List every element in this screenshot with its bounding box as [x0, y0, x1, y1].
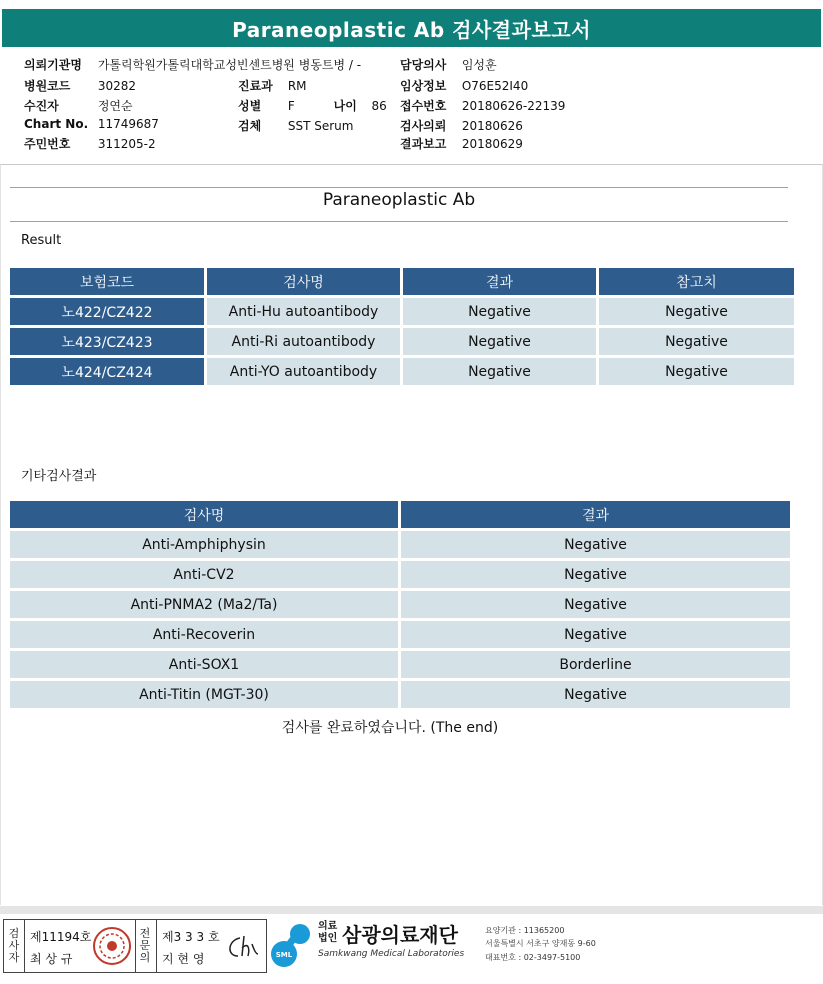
receipt-value: 20180626-22139	[461, 99, 566, 113]
other-row5-test: Anti-SOX1	[10, 651, 398, 678]
org-prefix: 의료법인	[318, 921, 338, 944]
examiner-number: 제11194호	[30, 930, 92, 944]
age-label: 나이	[333, 99, 357, 113]
institution-label: 의뢰기관명	[24, 58, 82, 72]
org-address: 서울특별시 서초구 양재동 9-60	[485, 939, 596, 948]
chart-row	[24, 117, 159, 131]
receipt-row	[400, 97, 565, 114]
clinical-row	[400, 77, 528, 94]
other-row5-result: Borderline	[401, 651, 790, 678]
col-header-code: 보험코드	[10, 268, 204, 295]
report-value: 20180629	[461, 137, 523, 151]
section-title: Paraneoplastic Ab	[322, 190, 476, 210]
ward-value: 병동트병 / -	[298, 58, 362, 72]
other-row1-test: Anti-Amphiphysin	[10, 531, 398, 558]
row3-code: 노424/CZ424	[10, 358, 204, 385]
institution-value: 가톨릭학원가톨릭대학교성빈센트병원	[97, 58, 295, 72]
row2-result: Negative	[403, 328, 596, 355]
org-code: 요양기관 : 11365200	[485, 926, 565, 935]
result-label: Result	[21, 233, 62, 248]
request-value: 20180626	[461, 119, 523, 133]
specialist-label: 전문의	[139, 927, 151, 964]
other-table	[10, 501, 790, 709]
col-header-reference: 참고치	[599, 268, 794, 295]
examiner-label: 검사자	[8, 927, 20, 964]
dept-value: RM	[287, 79, 307, 93]
footer-divider	[0, 906, 823, 914]
row3-test: Anti-YO autoantibody	[207, 358, 400, 385]
specimen-value: SST Serum	[287, 119, 354, 133]
clinical-label: 임상정보	[400, 79, 447, 93]
hospital-code-label: 병원코드	[24, 79, 71, 93]
patient-value: 정연순	[97, 99, 133, 113]
row2-reference: Negative	[599, 328, 794, 355]
id-label: 주민번호	[24, 137, 71, 151]
row2-code: 노423/CZ423	[10, 328, 204, 355]
other-row4-test: Anti-Recoverin	[10, 621, 398, 648]
other-row3-result: Negative	[401, 591, 790, 618]
other-row2-test: Anti-CV2	[10, 561, 398, 588]
org-name: 삼광의료재단	[342, 923, 458, 947]
other-row3-test: Anti-PNMA2 (Ma2/Ta)	[10, 591, 398, 618]
other-row6-result: Negative	[401, 681, 790, 708]
report-row	[400, 135, 523, 152]
row1-reference: Negative	[599, 298, 794, 325]
divider-top	[10, 187, 788, 188]
id-row	[24, 135, 156, 152]
hospital-code-row	[24, 77, 136, 94]
institution-row	[24, 56, 361, 73]
org-phone: 대표번호 : 02-3497-5100	[485, 953, 581, 962]
doctor-row	[400, 56, 497, 73]
row1-code: 노422/CZ422	[10, 298, 204, 325]
other-row2-result: Negative	[401, 561, 790, 588]
request-row	[400, 117, 523, 134]
doctor-value: 임성훈	[461, 58, 497, 72]
examiner-name: 최 상 규	[30, 952, 73, 966]
specialist-name: 지 현 영	[162, 952, 205, 966]
row1-result: Negative	[403, 298, 596, 325]
patient-label: 수진자	[24, 99, 59, 113]
specialist-signature-icon	[222, 930, 264, 962]
specimen-label: 검체	[238, 119, 262, 133]
row1-test: Anti-Hu autoantibody	[207, 298, 400, 325]
row3-result: Negative	[403, 358, 596, 385]
other-row6-test: Anti-Titin (MGT-30)	[10, 681, 398, 708]
sml-logo-text: SML	[275, 951, 293, 959]
row3-reference: Negative	[599, 358, 794, 385]
id-value: 311205-2	[97, 137, 156, 151]
report-title: Paraneoplastic Ab 검사결과보고서	[2, 9, 821, 47]
chart-value: 11749687	[97, 117, 159, 131]
signature-box	[3, 919, 267, 973]
sml-logo-icon	[270, 920, 316, 968]
sex-label: 성별	[238, 99, 262, 113]
other-col-header-test: 검사명	[10, 501, 398, 528]
other-row4-result: Negative	[401, 621, 790, 648]
other-col-header-result: 결과	[401, 501, 790, 528]
sex-row	[238, 97, 387, 114]
other-results-label: 기타검사결과	[21, 469, 97, 484]
end-notice: 검사를 완료하였습니다. (The end)	[281, 720, 499, 736]
col-header-test: 검사명	[207, 268, 400, 295]
org-english-name: Samkwang Medical Laboratories	[318, 949, 465, 959]
hospital-code-value: 30282	[97, 79, 137, 93]
specimen-row	[238, 117, 353, 134]
sex-value: F	[287, 99, 295, 113]
dept-label: 진료과	[238, 79, 273, 93]
patient-row	[24, 97, 133, 114]
doctor-label: 담당의사	[400, 58, 447, 72]
other-row1-result: Negative	[401, 531, 790, 558]
report-label: 결과보고	[400, 137, 447, 151]
examiner-seal-icon	[92, 926, 132, 966]
receipt-label: 접수번호	[400, 99, 447, 113]
col-header-result: 결과	[403, 268, 596, 295]
dept-row	[238, 77, 307, 94]
clinical-value: O76E52I40	[461, 79, 529, 93]
divider-bottom	[10, 221, 788, 222]
main-table	[10, 268, 794, 386]
age-value: 86	[371, 99, 387, 113]
specialist-number: 제3 3 3 호	[162, 930, 220, 944]
row2-test: Anti-Ri autoantibody	[207, 328, 400, 355]
request-label: 검사의뢰	[400, 119, 447, 133]
chart-label: Chart No.	[24, 117, 89, 131]
